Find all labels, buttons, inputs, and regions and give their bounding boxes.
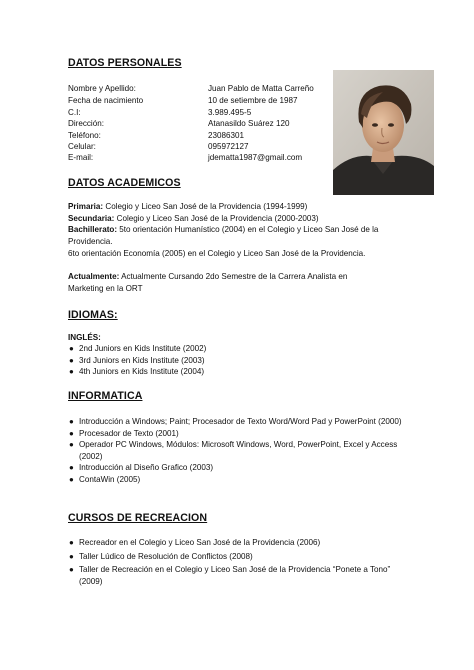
bullet-icon: ● [69, 565, 74, 575]
informatica-list [68, 416, 413, 486]
bullet-icon: ● [69, 355, 74, 365]
section-heading-academic: DATOS ACADEMICOS [68, 177, 181, 189]
academic-bachillerato [68, 224, 398, 247]
bullet-icon: ● [69, 367, 74, 377]
label-nombre: Nombre y Apellido: [68, 84, 136, 93]
portrait-photo [333, 70, 434, 195]
list-item: ● Taller de Recreación en el Colegio y Liceo San José de la Providencia “Ponete a Tono” (2009) [69, 565, 391, 586]
idiomas-subheading-ingles: INGLÉS: [68, 333, 101, 342]
primaria-text: Colegio y Liceo San José de la Providencia (1994-1999) [103, 202, 308, 211]
section-heading-personal: DATOS PERSONALES [68, 57, 182, 69]
list-item: ● Recreador en el Colegio y Liceo San José de la Providencia (2006) [69, 538, 321, 547]
bullet-icon: ● [69, 474, 74, 484]
label-celular: Celular: [68, 142, 96, 151]
section-heading-idiomas: IDIOMAS: [68, 309, 118, 321]
label-telefono: Teléfono: [68, 131, 101, 140]
bullet-icon: ● [69, 440, 74, 450]
list-item: ● Introducción a Windows; Paint; Procesador de Texto Word/Word Pad y PowerPoint (2000) [69, 417, 402, 426]
value-fecha: 10 de setiembre de 1987 [208, 96, 298, 105]
cursos-list [68, 537, 398, 587]
academic-sexto: 6to orientación Economía (2005) en el Colegio y Liceo San José de la Providencia. [68, 249, 366, 258]
bullet-icon: ● [69, 551, 74, 561]
bullet-icon: ● [69, 428, 74, 438]
academic-actual [68, 271, 373, 294]
bullet-icon: ● [69, 417, 74, 426]
label-direccion: Dirección: [68, 119, 104, 128]
list-item: ● Taller Lúdico de Resolución de Conflictos (2008) [69, 551, 253, 561]
academic-primaria [68, 201, 408, 213]
value-celular: 095972127 [208, 142, 249, 151]
primaria-label: Primaria: [68, 202, 104, 211]
value-ci: 3.989.495-5 [208, 108, 252, 117]
list-item: ● Operador PC Windows, Módulos: Microsoft Windows, Word, PowerPoint, Excel y Access (2002) [69, 440, 398, 461]
idiomas-list [68, 343, 418, 378]
value-nombre: Juan Pablo de Matta Carreño [208, 84, 314, 93]
bachillerato-label: Bachillerato: [68, 225, 118, 234]
academic-secundaria [68, 213, 408, 225]
bullet-icon: ● [69, 344, 74, 353]
bachillerato-text: 5to orientación Humanístico (2004) en el Colegio y Liceo San José de la Providencia. [68, 225, 379, 246]
value-direccion: Atanasildo Suárez 120 [208, 119, 290, 128]
label-email: E-mail: [68, 153, 94, 162]
list-item: ● Introducción al Diseño Grafico (2003) [69, 463, 214, 473]
value-telefono: 23086301 [208, 131, 245, 140]
bullet-icon: ● [69, 463, 74, 473]
section-heading-cursos: CURSOS DE RECREACION [68, 512, 208, 524]
label-ci: C.I: [68, 108, 81, 117]
list-item: ● 3rd Juniors en Kids Institute (2003) [69, 355, 205, 365]
actual-label: Actualmente: [68, 272, 120, 281]
section-heading-informatica: INFORMATICA [68, 390, 143, 402]
actual-text: Actualmente Cursando 2do Semestre de la Carrera Analista en Marketing en la ORT [68, 272, 348, 293]
secundaria-label: Secundaria: [68, 214, 115, 223]
label-fecha: Fecha de nacimiento [68, 96, 144, 105]
secundaria-text: Colegio y Liceo San José de la Providencia (2000-2003) [114, 214, 319, 223]
list-item: ● 2nd Juniors en Kids Institute (2002) [69, 344, 207, 353]
list-item: ● ContaWin (2005) [69, 474, 141, 484]
value-email[interactable]: jdematta1987@gmail.com [208, 153, 303, 162]
list-item: ● Procesador de Texto (2001) [69, 428, 179, 438]
list-item: ● 4th Juniors en Kids Institute (2004) [69, 367, 205, 377]
bullet-icon: ● [69, 538, 74, 547]
